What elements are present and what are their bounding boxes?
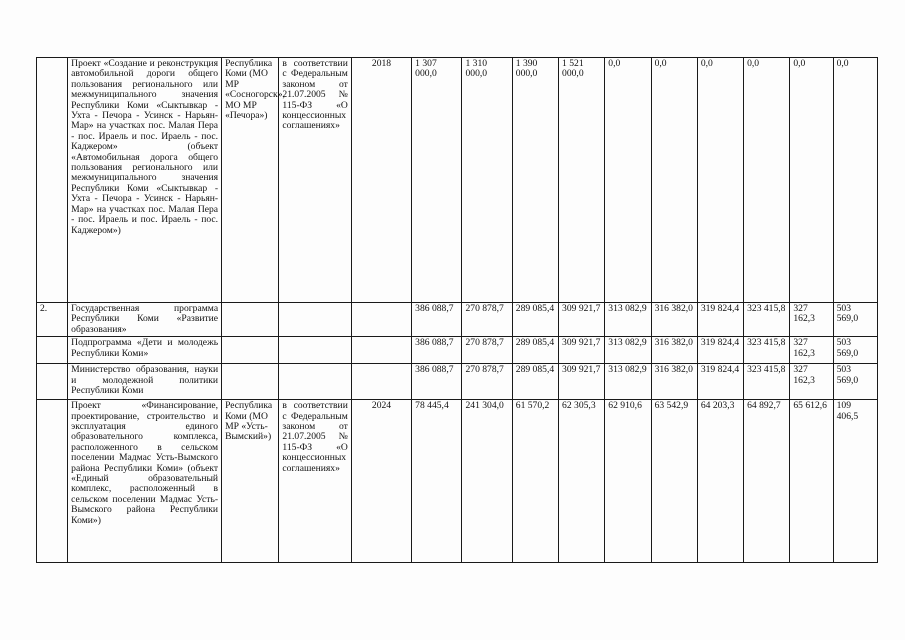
row-number-cell: 2. xyxy=(37,303,68,337)
value-cell: 316 382,0 xyxy=(651,364,697,400)
value-cell: 270 878,7 xyxy=(462,303,512,337)
value-cell: 1 521 000,0 xyxy=(559,58,605,303)
value-cell: 327 162,3 xyxy=(790,337,833,364)
legal-basis-cell xyxy=(279,337,351,364)
value-cell: 503 569,0 xyxy=(833,364,877,400)
value-cell: 270 878,7 xyxy=(462,337,512,364)
row-name-cell: Государственная программа Республики Коми «Развитие образования» xyxy=(68,303,222,337)
legal-basis-cell xyxy=(279,303,351,337)
value-cell: 270 878,7 xyxy=(462,364,512,400)
budget-table xyxy=(36,57,878,563)
location-cell: Республика Коми (МО МР «Усть-Вымский») xyxy=(222,400,279,563)
value-cell: 1 390 000,0 xyxy=(512,58,558,303)
row-number-cell xyxy=(37,337,68,364)
value-cell: 0,0 xyxy=(605,58,651,303)
year-cell xyxy=(351,303,411,337)
value-cell: 309 921,7 xyxy=(559,364,605,400)
value-cell: 0,0 xyxy=(744,58,790,303)
year-cell: 2024 xyxy=(351,400,411,563)
row-name-cell: Подпрограмма «Дети и молодежь Республики Коми» xyxy=(68,337,222,364)
value-cell: 0,0 xyxy=(790,58,833,303)
value-cell: 109 406,5 xyxy=(833,400,877,563)
value-cell: 309 921,7 xyxy=(559,337,605,364)
row-name-cell: Проект «Создание и реконструкция автомобильной дороги общего пользования регионального или межмуниципального значения Республики Коми «Сыктывкар - Ухта - Печора - Усинск - Нарьян-Мар» на участках пос. Малая Пера - пос. Ираель и пос. Ираель - пос. Каджером» (объект «Автомобильная дорога общего пользования регионального или межмуниципального значения Республики Коми «Сыктывкар - Ухта - Печора - Усинск - Нарьян-Мар» на участках пос. Малая Пера - пос. Ираель и пос. Ираель - пос. Каджером») xyxy=(68,58,222,303)
value-cell: 503 569,0 xyxy=(833,337,877,364)
value-cell: 386 088,7 xyxy=(412,337,462,364)
value-cell: 316 382,0 xyxy=(651,337,697,364)
table-row xyxy=(37,364,878,400)
row-number-cell xyxy=(37,364,68,400)
value-cell: 386 088,7 xyxy=(412,303,462,337)
year-cell xyxy=(351,364,411,400)
value-cell: 289 085,4 xyxy=(512,337,558,364)
value-cell: 1 307 000,0 xyxy=(412,58,462,303)
year-cell xyxy=(351,337,411,364)
value-cell: 313 082,9 xyxy=(605,303,651,337)
value-cell: 323 415,8 xyxy=(744,337,790,364)
value-cell: 327 162,3 xyxy=(790,364,833,400)
table-row xyxy=(37,58,878,303)
value-cell: 241 304,0 xyxy=(462,400,512,563)
value-cell: 503 569,0 xyxy=(833,303,877,337)
value-cell: 313 082,9 xyxy=(605,337,651,364)
value-cell: 289 085,4 xyxy=(512,303,558,337)
year-cell: 2018 xyxy=(351,58,411,303)
value-cell: 62 910,6 xyxy=(605,400,651,563)
value-cell: 61 570,2 xyxy=(512,400,558,563)
value-cell: 323 415,8 xyxy=(744,364,790,400)
row-number-cell xyxy=(37,400,68,563)
legal-basis-cell: в соответствии с Федеральным законом от 21.07.2005 № 115-ФЗ «О концессионных соглашениях» xyxy=(279,58,351,303)
value-cell: 64 892,7 xyxy=(744,400,790,563)
value-cell: 316 382,0 xyxy=(651,303,697,337)
value-cell: 319 824,4 xyxy=(697,364,743,400)
legal-basis-cell: в соответствии с Федеральным законом от 21.07.2005 № 115-ФЗ «О концессионных соглашениях» xyxy=(279,400,351,563)
value-cell: 63 542,9 xyxy=(651,400,697,563)
value-cell: 313 082,9 xyxy=(605,364,651,400)
row-name-cell: Министерство образования, науки и молодежной политики Республики Коми xyxy=(68,364,222,400)
location-cell: Республика Коми (МО МР «Сосногорск», МО МР «Печора») xyxy=(222,58,279,303)
value-cell: 65 612,6 xyxy=(790,400,833,563)
legal-basis-cell xyxy=(279,364,351,400)
location-cell xyxy=(222,364,279,400)
value-cell: 0,0 xyxy=(651,58,697,303)
value-cell: 62 305,3 xyxy=(559,400,605,563)
value-cell: 386 088,7 xyxy=(412,364,462,400)
value-cell: 289 085,4 xyxy=(512,364,558,400)
row-number-cell xyxy=(37,58,68,303)
location-cell xyxy=(222,337,279,364)
value-cell: 319 824,4 xyxy=(697,303,743,337)
value-cell: 319 824,4 xyxy=(697,337,743,364)
value-cell: 327 162,3 xyxy=(790,303,833,337)
value-cell: 323 415,8 xyxy=(744,303,790,337)
value-cell: 0,0 xyxy=(833,58,877,303)
value-cell: 1 310 000,0 xyxy=(462,58,512,303)
value-cell: 309 921,7 xyxy=(559,303,605,337)
table-row xyxy=(37,400,878,563)
value-cell: 64 203,3 xyxy=(697,400,743,563)
table-row xyxy=(37,337,878,364)
location-cell xyxy=(222,303,279,337)
value-cell: 78 445,4 xyxy=(412,400,462,563)
value-cell: 0,0 xyxy=(697,58,743,303)
row-name-cell: Проект «Финансирование, проектирование, строительство и эксплуатация единого образовательного комплекса, расположенного в сельском поселении Мадмас Усть-Вымского района Республики Коми» (объект «Единый образовательный комплекс, расположенный в сельском поселении Мадмас Усть-Вымского района Республики Коми») xyxy=(68,400,222,563)
table-row xyxy=(37,303,878,337)
